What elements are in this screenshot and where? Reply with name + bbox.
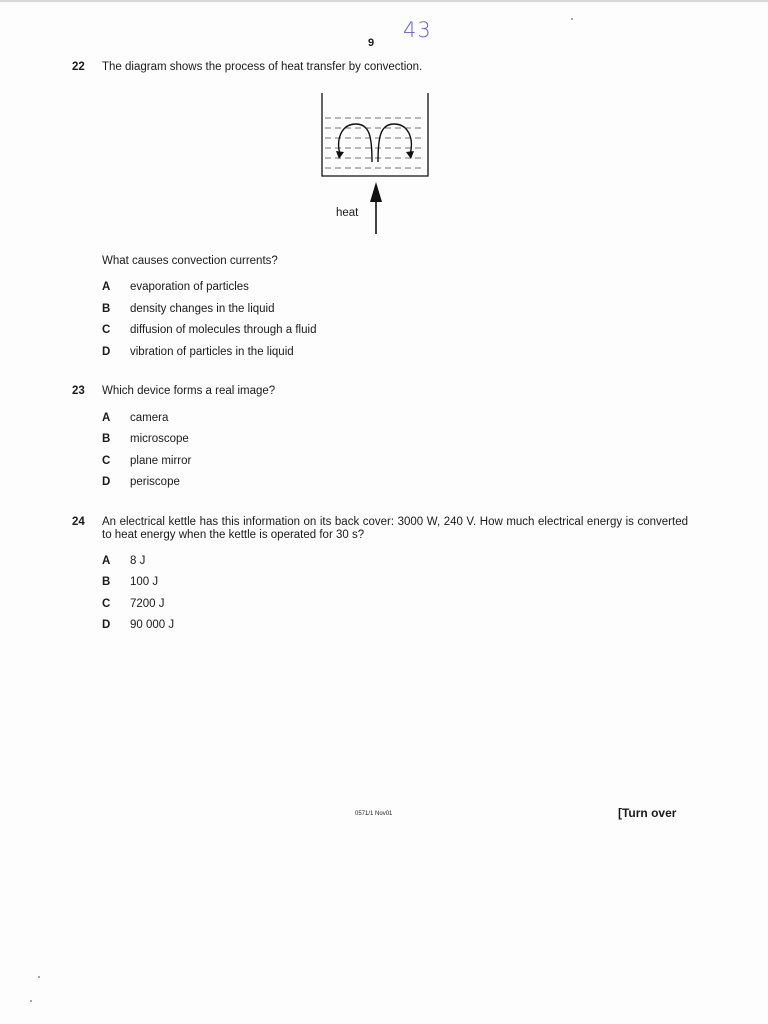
question-23-number: 23 [72, 385, 85, 397]
convection-diagram [310, 88, 440, 243]
q22-option-b-letter: B [102, 303, 111, 315]
question-22-number: 22 [72, 61, 85, 73]
q22-option-c-text: diffusion of molecules through a fluid [130, 324, 317, 336]
q24-option-a-text: 8 J [130, 555, 146, 567]
scan-edge-line [0, 0, 768, 2]
q22-option-a-text: evaporation of particles [130, 281, 249, 293]
question-24-text: An electrical kettle has this information on its back cover: 3000 W, 240 V. How much electrical energy is converted to heat energy when the kettle is operated for 30 s? [102, 516, 688, 541]
scan-speck [30, 1000, 32, 1002]
q24-option-c-text: 7200 J [130, 598, 165, 610]
paper-code: 0571/1 Nov01 [355, 811, 393, 817]
heat-label: heat [336, 207, 359, 219]
q23-option-c-text: plane mirror [130, 455, 192, 467]
q23-option-c-letter: C [102, 455, 111, 467]
q22-option-d-text: vibration of particles in the liquid [130, 346, 294, 358]
q22-option-b-text: density changes in the liquid [130, 303, 275, 315]
q23-option-a-text: camera [130, 412, 169, 424]
q22-option-a-letter: A [102, 281, 111, 293]
q23-option-d-text: periscope [130, 476, 180, 488]
q23-option-b-letter: B [102, 433, 111, 445]
question-22-prompt: What causes convection currents? [102, 255, 278, 267]
q24-option-d-letter: D [102, 619, 111, 631]
q23-option-b-text: microscope [130, 433, 189, 445]
handwritten-mark: 43 [403, 18, 432, 42]
q22-option-d-letter: D [102, 346, 111, 358]
q23-option-d-letter: D [102, 476, 111, 488]
scan-speck [38, 976, 40, 978]
scan-speck [571, 18, 573, 20]
q24-option-a-letter: A [102, 555, 111, 567]
turn-over-label: [Turn over [618, 806, 677, 820]
q24-option-b-letter: B [102, 576, 111, 588]
question-24-number: 24 [72, 516, 85, 528]
page-number: 9 [368, 37, 375, 49]
q23-option-a-letter: A [102, 412, 111, 424]
q24-option-c-letter: C [102, 598, 111, 610]
q24-option-b-text: 100 J [130, 576, 159, 588]
q22-option-c-letter: C [102, 324, 111, 336]
q24-option-d-text: 90 000 J [130, 619, 175, 631]
question-23-text: Which device forms a real image? [102, 385, 276, 397]
question-22-text: The diagram shows the process of heat transfer by convection. [102, 61, 423, 73]
